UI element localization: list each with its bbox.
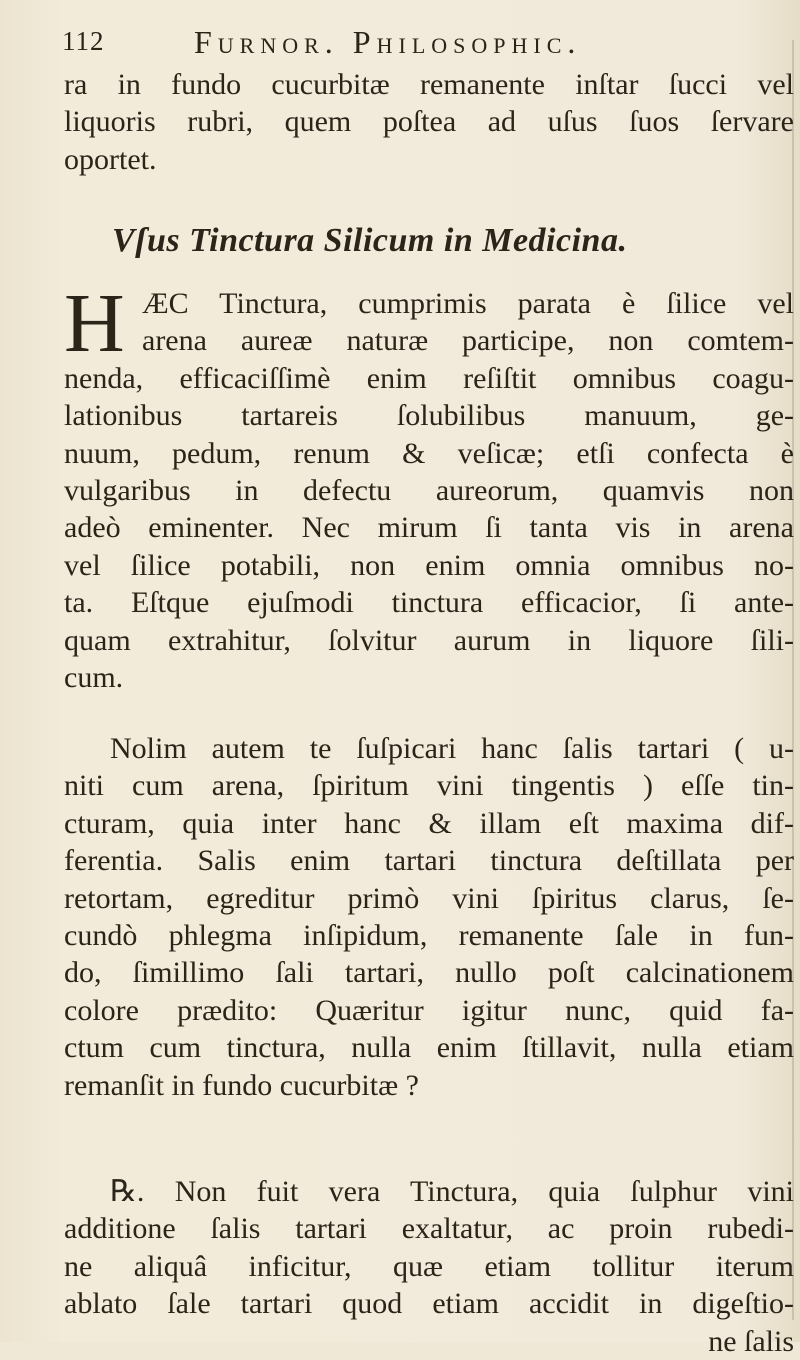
text-line: Nolim autem te ſuſpicari hanc ſalis tartari ( u- bbox=[110, 732, 794, 765]
text-line: colore prædito: Quæritur igitur nunc, quid fa- bbox=[64, 993, 794, 1027]
text-line: adeò eminenter. Nec mirum ſi tanta vis in arena bbox=[64, 511, 794, 545]
text-line: nuum, pedum, renum & veſicæ; etſi confecta è bbox=[64, 436, 794, 470]
page-number: 112 bbox=[62, 26, 105, 56]
text-line: liquoris rubri, quem poſtea ad uſus ſuos ſervare bbox=[64, 105, 794, 139]
text-line: quam extrahitur, ſolvitur aurum in liquore ſili- bbox=[64, 623, 794, 657]
catchword-line: ne ſalis bbox=[708, 1324, 794, 1358]
text-line: ne aliquâ inficitur, quæ etiam tollitur iterum bbox=[64, 1249, 794, 1283]
running-head: Furnor. Philosophic. bbox=[194, 24, 582, 60]
text-line: niti cum arena, ſpiritum vini tingentis ) eſſe tin- bbox=[64, 769, 794, 803]
text-line: ctum cum tinctura, nulla enim ſtillavit, nulla etiam bbox=[64, 1031, 794, 1065]
text-line: oportet. bbox=[64, 142, 157, 176]
text-line: ferentia. Salis enim tartari tinctura deſtillata per bbox=[64, 844, 794, 878]
text-line: nenda, efficaciſſimè enim reſiſtit omnibus coagu- bbox=[64, 361, 794, 395]
text-line: ta. Eſtque ejuſmodi tinctura efficacior, ſi ante- bbox=[64, 586, 794, 620]
text-line: do, ſimillimo ſali tartari, nullo poſt calcinationem bbox=[64, 956, 794, 990]
page-header bbox=[62, 24, 780, 68]
section-title: Vſus Tinctura Silicum in Medicina. bbox=[112, 222, 628, 259]
text-line: ÆC Tinctura, cumprimis parata è ſilice vel bbox=[142, 287, 794, 320]
text-line: ra in fundo cucurbitæ remanente inſtar ſucci vel bbox=[64, 68, 794, 101]
paragraph-2 bbox=[64, 730, 794, 1104]
text-line: ℞. Non fuit vera Tinctura, quia ſulphur vini bbox=[110, 1175, 794, 1208]
text-line: cundò phlegma inſipidum, remanente ſale in fun- bbox=[64, 918, 794, 952]
intro-paragraph bbox=[64, 66, 794, 178]
text-line: lationibus tartareis ſolubilibus manuum, ge- bbox=[64, 399, 794, 433]
text-line: retortam, egreditur primò vini ſpiritus clarus, ſe- bbox=[64, 881, 794, 915]
paragraph-3 bbox=[64, 1173, 794, 1360]
text-line: vel ſilice potabili, non enim omnia omnibus no- bbox=[64, 548, 794, 582]
text-line: vulgaribus in defectu aureorum, quamvis non bbox=[64, 473, 794, 507]
drop-cap: H bbox=[64, 277, 125, 370]
paragraph-1 bbox=[64, 277, 794, 696]
text-line: ablato ſale tartari quod etiam accidit in digeſtio- bbox=[64, 1287, 794, 1321]
text-line: cum. bbox=[64, 660, 124, 694]
text-line: cturam, quia inter hanc & illam eſt maxima dif- bbox=[64, 806, 794, 840]
text-line: additione ſalis tartari exaltatur, ac proin rubedi- bbox=[64, 1212, 794, 1246]
text-line: remanſit in fundo cucurbitæ ? bbox=[64, 1068, 419, 1102]
text-line: arena aureæ naturæ participe, non comtem- bbox=[142, 324, 794, 358]
